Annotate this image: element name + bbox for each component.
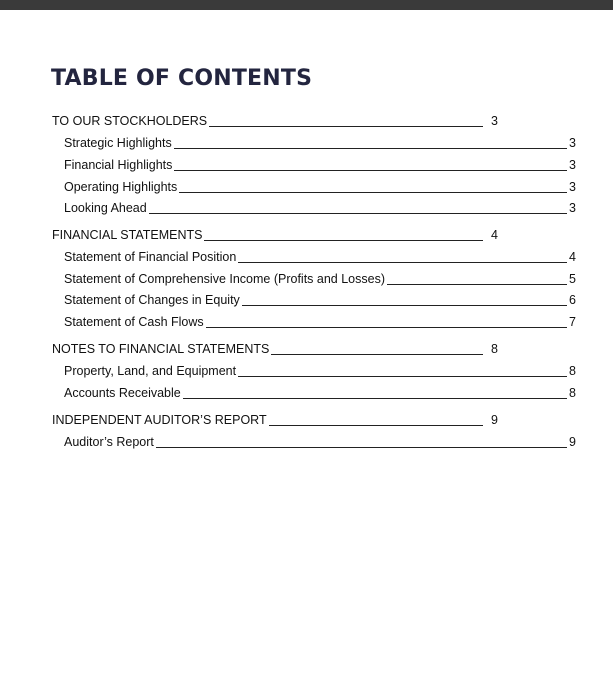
toc-leader-line xyxy=(238,262,567,263)
toc-page-number: 5 xyxy=(569,272,576,286)
toc-page-number: 3 xyxy=(491,114,498,128)
window-top-bar xyxy=(0,0,613,10)
toc-leader-line xyxy=(149,213,567,214)
toc-page-number: 3 xyxy=(569,158,576,172)
toc-entry-label: Financial Highlights xyxy=(64,158,173,172)
toc-leader-line xyxy=(174,148,567,149)
toc-page-number: 3 xyxy=(569,201,576,215)
toc-section-label: INDEPENDENT AUDITOR’S REPORT xyxy=(52,413,267,427)
toc-entry[interactable] xyxy=(64,434,576,450)
toc-section[interactable] xyxy=(52,227,498,243)
toc-entry-label: Statement of Financial Position xyxy=(64,250,237,264)
toc-leader-line xyxy=(238,376,567,377)
toc-leader-line xyxy=(269,425,483,426)
toc-entry-label: Strategic Highlights xyxy=(64,136,172,150)
toc-entry[interactable] xyxy=(64,271,576,287)
toc-section[interactable] xyxy=(52,341,498,357)
toc-page-number: 8 xyxy=(491,342,498,356)
toc-entry-label: Property, Land, and Equipment xyxy=(64,364,237,378)
toc-page-number: 3 xyxy=(569,136,576,150)
toc-entry-label: Statement of Cash Flows xyxy=(64,315,204,329)
toc-leader-line xyxy=(174,170,567,171)
toc-entry[interactable] xyxy=(64,314,576,330)
toc-leader-line xyxy=(242,305,567,306)
page-title: TABLE OF CONTENTS xyxy=(51,66,313,91)
toc-leader-line xyxy=(156,447,567,448)
toc-entry[interactable] xyxy=(64,385,576,401)
toc-page-number: 3 xyxy=(569,180,576,194)
toc-page-number: 9 xyxy=(569,435,576,449)
document-page xyxy=(0,10,613,693)
toc-page-number: 4 xyxy=(569,250,576,264)
toc-entry[interactable] xyxy=(64,135,576,151)
toc-entry[interactable] xyxy=(64,157,576,173)
toc-page-number: 9 xyxy=(491,413,498,427)
toc-leader-line xyxy=(387,284,567,285)
toc-page-number: 6 xyxy=(569,293,576,307)
toc-section[interactable] xyxy=(52,412,498,428)
toc-entry-label: Statement of Comprehensive Income (Profits and Losses) xyxy=(64,272,385,286)
toc-page-number: 8 xyxy=(569,386,576,400)
toc-section-label: NOTES TO FINANCIAL STATEMENTS xyxy=(52,342,270,356)
toc-leader-line xyxy=(179,192,567,193)
toc-leader-line xyxy=(206,327,567,328)
toc-leader-line xyxy=(183,398,567,399)
toc-entry[interactable] xyxy=(64,249,576,265)
toc-entry[interactable] xyxy=(64,200,576,216)
toc-entry-label: Auditor’s Report xyxy=(64,435,154,449)
toc-page-number: 4 xyxy=(491,228,498,242)
toc-entry-label: Operating Highlights xyxy=(64,180,178,194)
toc-section[interactable] xyxy=(52,113,498,129)
toc-leader-line xyxy=(209,126,483,127)
toc-entry[interactable] xyxy=(64,363,576,379)
toc-leader-line xyxy=(204,240,483,241)
toc-page-number: 8 xyxy=(569,364,576,378)
toc-entry[interactable] xyxy=(64,179,576,195)
toc-entry-label: Statement of Changes in Equity xyxy=(64,293,240,307)
toc-entry-label: Accounts Receivable xyxy=(64,386,181,400)
toc-section-label: FINANCIAL STATEMENTS xyxy=(52,228,203,242)
toc-page-number: 7 xyxy=(569,315,576,329)
toc-section-label: TO OUR STOCKHOLDERS xyxy=(52,114,208,128)
toc-entry[interactable] xyxy=(64,292,576,308)
toc-entry-label: Looking Ahead xyxy=(64,201,147,215)
toc-leader-line xyxy=(271,354,483,355)
